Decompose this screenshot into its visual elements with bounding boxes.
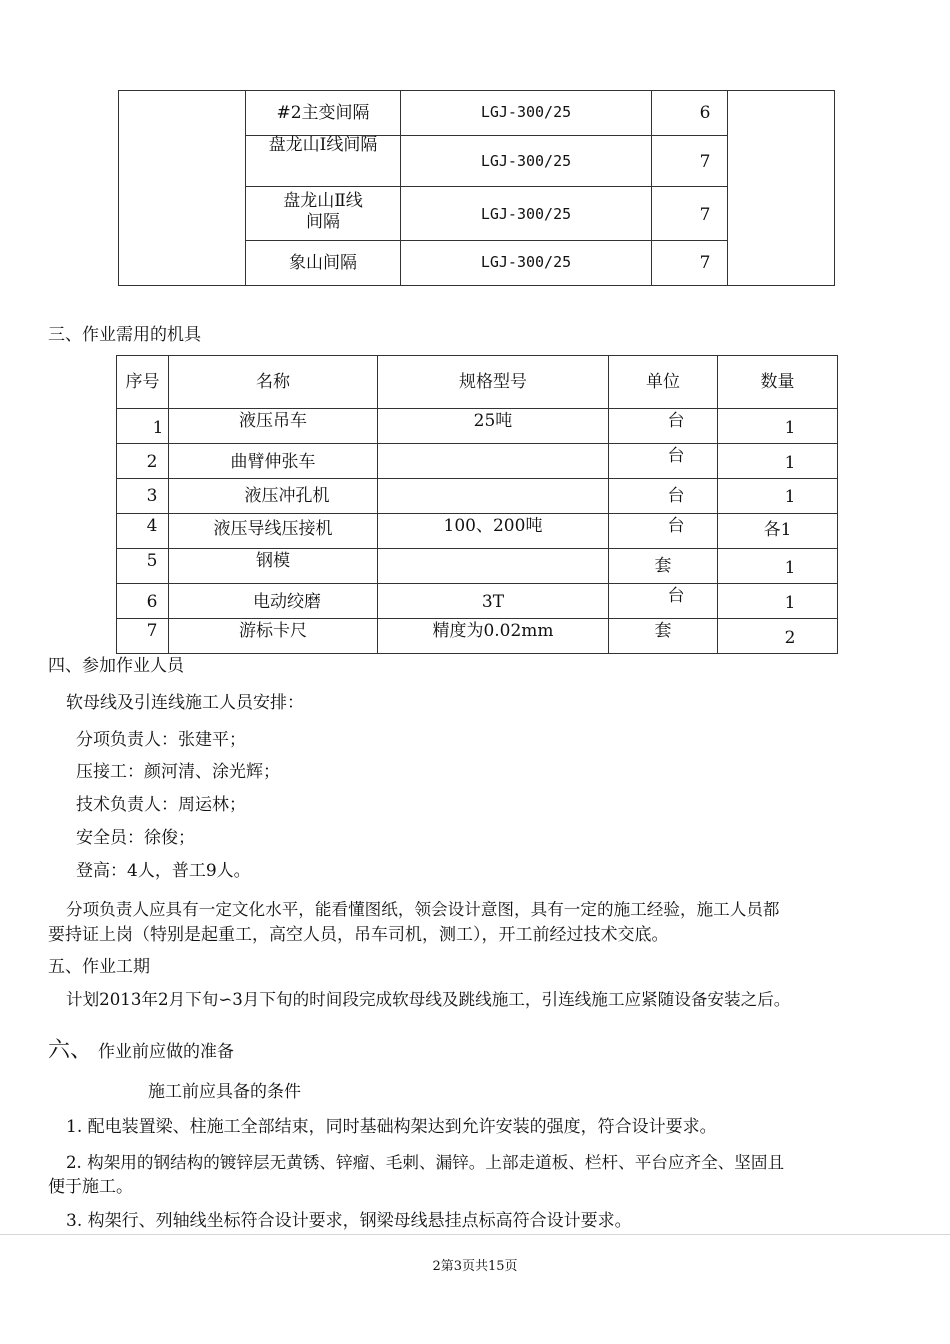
row-no: 6 bbox=[146, 592, 158, 612]
row-name: 象山间隔 bbox=[289, 253, 357, 273]
row-unit: 台 bbox=[667, 446, 685, 466]
section-heading: 四、参加作业人员 bbox=[48, 656, 184, 676]
personnel-line: 压接工：颜河清、涂光辉； bbox=[76, 762, 280, 782]
condition-item-cont: 便于施工。 bbox=[48, 1177, 133, 1197]
row-spec: 精度为0.02mm bbox=[432, 621, 554, 641]
row-unit: 套 bbox=[654, 556, 672, 576]
section-heading: 作业前应做的准备 bbox=[98, 1042, 234, 1062]
header-spec: 规格型号 bbox=[459, 372, 527, 392]
condition-item: 2. 构架用的钢结构的镀锌层无黄锈、锌瘤、毛刺、漏锌。上部走道板、栏杆、平台应齐全、坚固且 bbox=[66, 1153, 785, 1172]
row-spec: 25吨 bbox=[473, 411, 513, 431]
row-name: 电动绞磨 bbox=[253, 592, 321, 612]
row-name: 液压导线压接机 bbox=[213, 519, 333, 539]
row-name: 液压吊车 bbox=[239, 411, 307, 431]
section-heading: 五、作业工期 bbox=[48, 957, 150, 977]
row-qty: 各1 bbox=[763, 520, 792, 540]
row-name: 曲臂伸张车 bbox=[230, 452, 316, 472]
subheading: 施工前应具备的条件 bbox=[148, 1082, 301, 1102]
row-spec: 3T bbox=[481, 592, 505, 612]
condition-item: 1. 配电装置梁、柱施工全部结束，同时基础构架达到允许安装的强度，符合设计要求。 bbox=[66, 1117, 717, 1137]
row-qty: 1 bbox=[784, 593, 796, 613]
header-no: 序号 bbox=[125, 372, 160, 392]
row-qty: 6 bbox=[699, 103, 711, 123]
row-name-line2: 间隔 bbox=[306, 212, 340, 232]
row-unit: 台 bbox=[667, 516, 685, 536]
row-no: 7 bbox=[146, 621, 158, 641]
personnel-line: 安全员：徐俊； bbox=[76, 828, 195, 848]
table-cell bbox=[377, 478, 609, 514]
table-cell-merged-left bbox=[118, 90, 246, 286]
row-qty: 7 bbox=[699, 205, 711, 225]
row-name: 盘龙山Ⅰ线间隔 bbox=[268, 135, 378, 155]
row-qty: 7 bbox=[699, 152, 711, 172]
row-unit: 台 bbox=[667, 411, 685, 431]
row-name-line1: 盘龙山Ⅱ线 bbox=[283, 191, 363, 211]
row-spec: LGJ-300/25 bbox=[480, 253, 572, 271]
personnel-line: 登高：4人，普工9人。 bbox=[76, 861, 251, 881]
row-qty: 7 bbox=[699, 253, 711, 273]
row-no: 2 bbox=[146, 452, 158, 472]
row-name: 游标卡尺 bbox=[239, 621, 307, 641]
row-spec: LGJ-300/25 bbox=[480, 103, 572, 121]
row-qty: 1 bbox=[784, 487, 796, 507]
row-spec: 100、200吨 bbox=[443, 516, 543, 536]
row-unit: 台 bbox=[667, 586, 685, 606]
row-qty: 1 bbox=[784, 558, 796, 578]
row-qty: 1 bbox=[784, 418, 796, 438]
section-number: 六、 bbox=[48, 1038, 93, 1063]
schedule-text: 计划2013年2月下旬∽3月下旬的时间段完成软母线及跳线施工，引连线施工应紧随设备安装之后。 bbox=[66, 990, 791, 1009]
row-no: 3 bbox=[146, 486, 158, 506]
page-footer: 2第3页共15页 bbox=[432, 1259, 518, 1274]
row-no: 4 bbox=[146, 516, 158, 536]
footer-divider bbox=[0, 1234, 950, 1235]
personnel-line: 分项负责人：张建平； bbox=[76, 730, 246, 750]
section-heading: 三、作业需用的机具 bbox=[48, 325, 201, 345]
condition-item: 3. 构架行、列轴线坐标符合设计要求，钢梁母线悬挂点标高符合设计要求。 bbox=[66, 1211, 632, 1231]
personnel-paragraph-line2: 要持证上岗（特别是起重工，高空人员，吊车司机，测工），开工前经过技术交底。 bbox=[48, 925, 669, 945]
row-qty: 1 bbox=[784, 453, 796, 473]
row-unit: 套 bbox=[654, 621, 672, 641]
row-no: 1 bbox=[152, 418, 164, 438]
personnel-paragraph-line1: 分项负责人应具有一定文化水平，能看懂图纸，领会设计意图，具有一定的施工经验，施工人员都 bbox=[66, 900, 780, 919]
header-name: 名称 bbox=[256, 372, 290, 392]
row-unit: 台 bbox=[667, 486, 685, 506]
row-no: 5 bbox=[146, 551, 158, 571]
row-name: #2主变间隔 bbox=[276, 103, 370, 123]
table-cell bbox=[377, 443, 609, 479]
row-spec: LGJ-300/25 bbox=[480, 152, 572, 170]
row-qty: 2 bbox=[784, 628, 796, 648]
row-name: 钢模 bbox=[256, 551, 290, 571]
row-spec: LGJ-300/25 bbox=[480, 205, 572, 223]
header-qty: 数量 bbox=[760, 372, 795, 392]
personnel-intro: 软母线及引连线施工人员安排： bbox=[66, 693, 304, 713]
table-cell bbox=[377, 548, 609, 584]
row-name: 液压冲孔机 bbox=[244, 486, 330, 506]
personnel-line: 技术负责人：周运林； bbox=[76, 795, 246, 815]
header-unit: 单位 bbox=[646, 372, 680, 392]
